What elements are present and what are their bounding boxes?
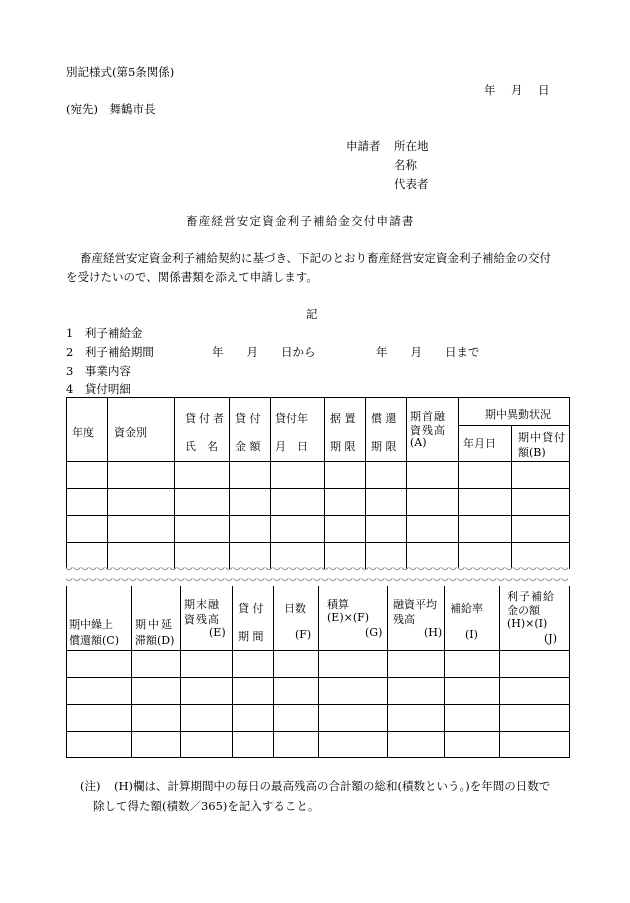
applicant-address-label: 所在地 [394, 139, 429, 153]
header-kashitsuke-kikan: 貸 付 期 間 [233, 586, 274, 650]
ki-heading: 記 [306, 307, 318, 321]
item-2-label: 2 利子補給期間 [66, 345, 154, 359]
body-text-line-2: を受けたいので、関係書類を添えて申請します。 [66, 270, 318, 284]
header-kimatsu-zandaka: 期末融 資残高 (E) [181, 586, 233, 650]
table2-row [67, 677, 570, 704]
header-kichu-kashitsuke: 期中貸付 額(B) [512, 426, 570, 462]
table1-break-line [66, 567, 568, 573]
item-4: 4 貸付明細 [66, 382, 131, 396]
item-2-to: 年 月 日まで [376, 345, 480, 359]
header-shokan: 償 還 期 限 [366, 398, 407, 462]
header-kashitsuke-kingaku: 貸 付 金 額 [230, 398, 271, 462]
table1-row [67, 462, 570, 489]
table2-row [67, 704, 570, 731]
loan-detail-table-1 [66, 397, 570, 569]
addressee: (宛先) 舞鶴市長 [66, 102, 156, 116]
header-kashitsukesha: 貸付者 氏 名 [175, 398, 230, 462]
document-title: 畜産経営安定資金利子補給金交付申請書 [186, 214, 415, 228]
header-nengappi: 年月日 [459, 426, 512, 462]
form-label: 別記様式(第5条関係) [66, 65, 175, 79]
header-heikin-zandaka: 融資平均 残高 (H) [388, 586, 445, 650]
table1-row [67, 489, 570, 516]
header-entai: 期中延 滞額(D) [132, 586, 181, 650]
applicant-rep-label: 代表者 [394, 177, 429, 191]
item-2-from: 年 月 日から [212, 345, 316, 359]
table2-row [67, 731, 570, 757]
header-sekisan: 積算 (E)×(F) (G) [319, 586, 388, 650]
body-text-line-1: 畜産経営安定資金利子補給契約に基づき、下記のとおり畜産経営安定資金利子補給金の交付 [80, 251, 552, 265]
table1-row [67, 543, 570, 569]
note-label: (注) [80, 779, 101, 793]
table1-row [67, 516, 570, 543]
note-line-2: 除して得た額(積数／365)を記入すること。 [93, 799, 320, 813]
note-line-1: (H)欄は、計算期間中の毎日の最高残高の合計額の総和(積数という。)を年間の日数で [114, 779, 551, 793]
header-shikinbetsu: 資金別 [108, 398, 175, 462]
table2-break-line [66, 578, 568, 584]
header-kisho-zandaka: 期首融 資残高 (A) [407, 398, 459, 462]
item-3: 3 事業内容 [66, 364, 131, 378]
applicant-role: 申請者 [346, 139, 381, 153]
header-kyuuritsu: 補給率 (I) [445, 586, 500, 650]
header-nendo: 年度 [67, 398, 108, 462]
loan-detail-table-2 [66, 586, 570, 758]
item-1: 1 利子補給金 [66, 326, 143, 340]
date-line: 年 月 日 [484, 83, 552, 97]
header-rishi-hokyu: 利子補給 金の額 (H)×(I) (J) [500, 586, 570, 650]
header-ido: 期中異動状況 [459, 398, 570, 426]
table2-row [67, 650, 570, 677]
header-nissu: 日数 (F) [274, 586, 319, 650]
header-kuriage-shokan: 期中繰上 償還額(C) [67, 586, 132, 650]
header-sueoki: 据 置 期 限 [325, 398, 366, 462]
header-kashitsuke-nengappi: 貸付年 月 日 [271, 398, 325, 462]
applicant-name-label: 名称 [394, 158, 417, 172]
